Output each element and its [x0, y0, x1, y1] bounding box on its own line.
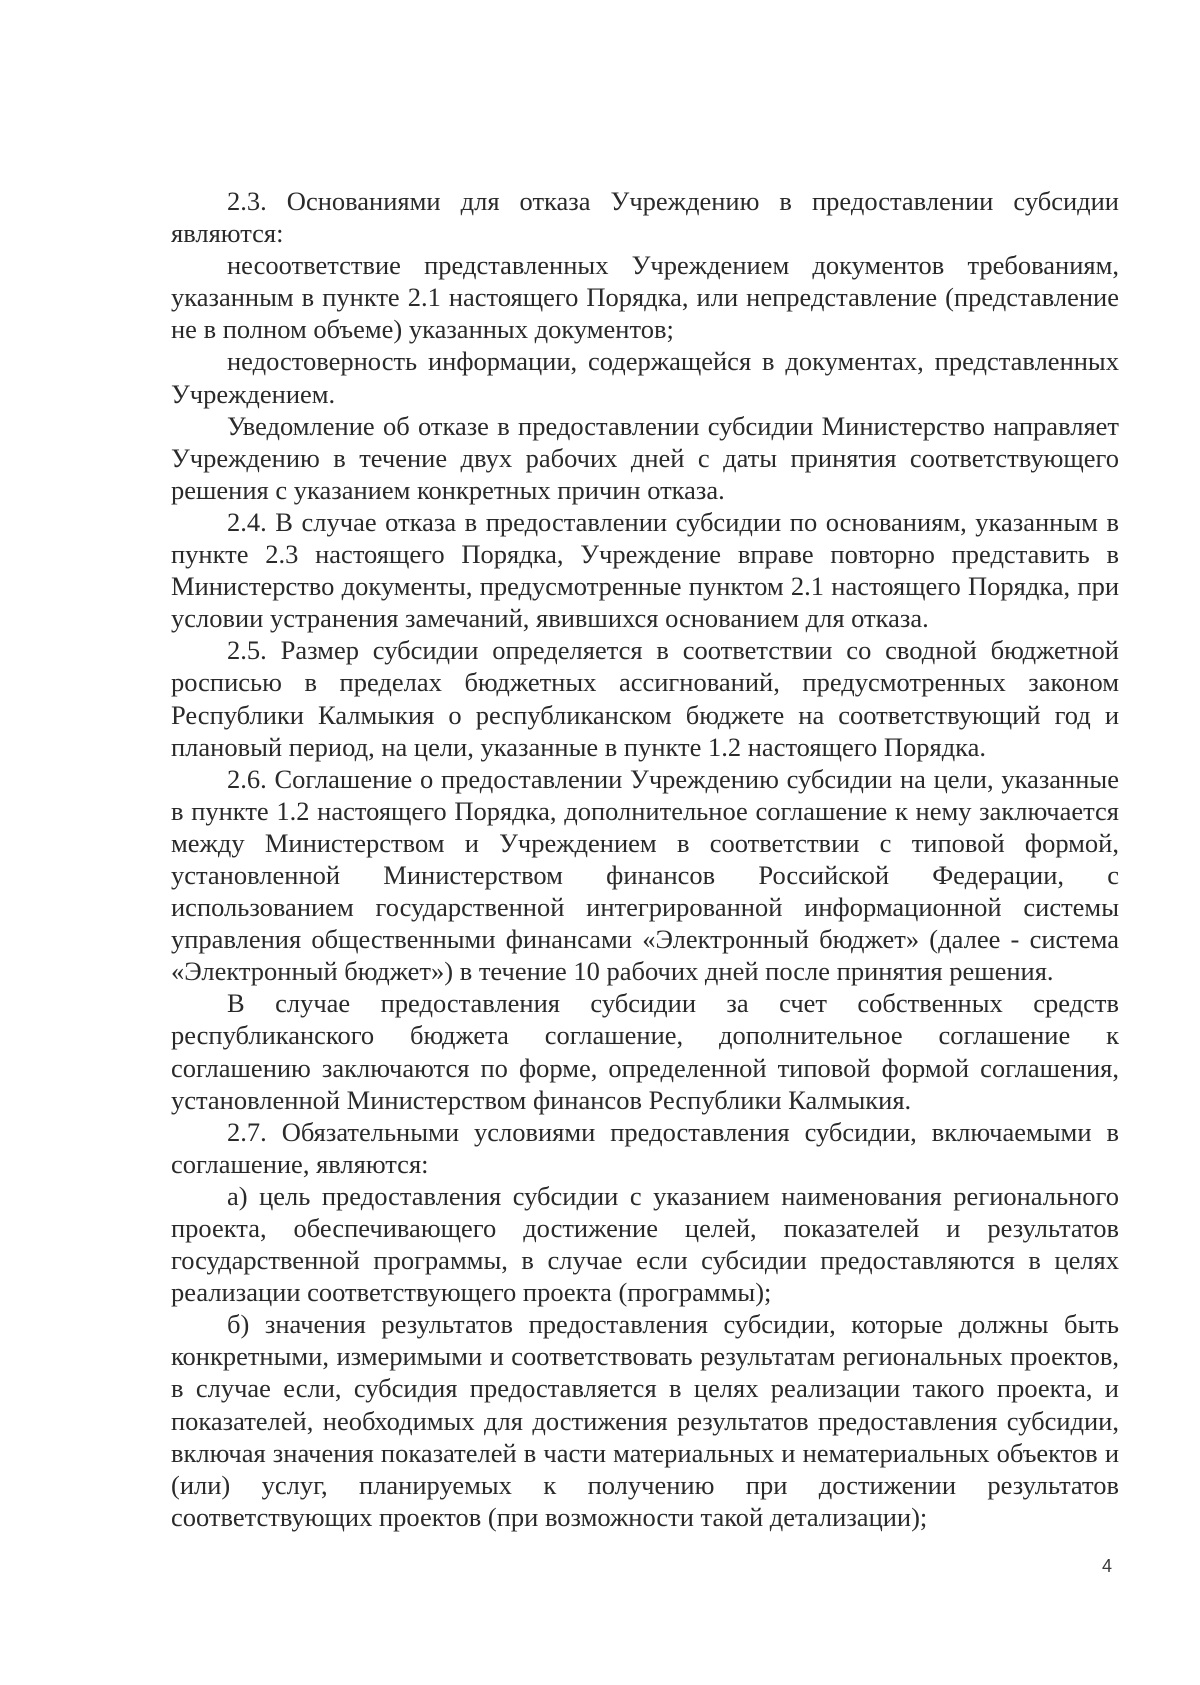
- paragraph-2-6-own-funds: В случае предоставления субсидии за счет собственных средств республиканского бюджета соглашение, дополнительное соглашение к соглашению заключаются по форме, определенной типовой формой соглашения, установленной Министерством финансов Республики Калмыкия.: [171, 988, 1119, 1115]
- paragraph-2-7-item-a: а) цель предоставления субсидии с указанием наименования регионального проекта, обеспечивающего достижение целей, показателей и результатов государственной программы, в случае если субсидии предоставляются в целях реализации соответствующего проекта (программы);: [171, 1180, 1119, 1308]
- paragraph-2-7-item-b: б) значения результатов предоставления субсидии, которые должны быть конкретными, измеримыми и соответствовать результатам региональных проектов, в случае если, субсидия предоставляется в целях реализации такого проекта, и показателей, необходимых для достижения результатов предоставления субсидии, включая значения показателей в части материальных и нематериальных объектов и (или) услуг, планируемых к получению при достижении результатов соответствующих проектов (при возможности такой детализации);: [171, 1309, 1119, 1532]
- paragraph-2-3-reason-1: несоответствие представленных Учреждением документов требованиям, указанным в пункте 2.1 настоящего Порядка, или непредставление (представление не в полном объеме) указанных документов;: [171, 250, 1119, 345]
- document-body: [171, 185, 1119, 1533]
- page-number: 4: [1102, 1556, 1113, 1576]
- paragraph-refusal-notice: Уведомление об отказе в предоставлении субсидии Министерство направляет Учреждению в течение двух рабочих дней с даты принятия соответствующего решения с указанием конкретных причин отказа.: [171, 410, 1119, 505]
- paragraph-2-4: 2.4. В случае отказа в предоставлении субсидии по основаниям, указанным в пункте 2.3 настоящего Порядка, Учреждение вправе повторно представить в Министерство документы, предусмотренные пунктом 2.1 настоящего Порядка, при условии устранения замечаний, явившихся основанием для отказа.: [171, 506, 1119, 634]
- paragraph-2-3: 2.3. Основаниями для отказа Учреждению в предоставлении субсидии являются:: [171, 186, 1119, 249]
- paragraph-2-5: 2.5. Размер субсидии определяется в соответствии со сводной бюджетной росписью в пределах бюджетных ассигнований, предусмотренных законом Республики Калмыкия о республиканском бюджете на соответствующий год и плановый период, на цели, указанные в пункте 1.2 настоящего Порядка.: [171, 635, 1119, 762]
- paragraph-2-7: 2.7. Обязательными условиями предоставления субсидии, включаемыми в соглашение, являются:: [171, 1116, 1119, 1179]
- paragraph-2-3-reason-2: недостоверность информации, содержащейся в документах, представленных Учреждением.: [171, 346, 1119, 409]
- paragraph-2-6: 2.6. Соглашение о предоставлении Учреждению субсидии на цели, указанные в пункте 1.2 настоящего Порядка, дополнительное соглашение к нему заключается между Министерством и Учреждением в соответствии с типовой формой, установленной Министерством финансов Российской Федерации, с использованием государственной интегрированной информационной системы управления общественными финансами «Электронный бюджет» (далее - система «Электронный бюджет») в течение 10 рабочих дней после принятия решения.: [171, 763, 1119, 987]
